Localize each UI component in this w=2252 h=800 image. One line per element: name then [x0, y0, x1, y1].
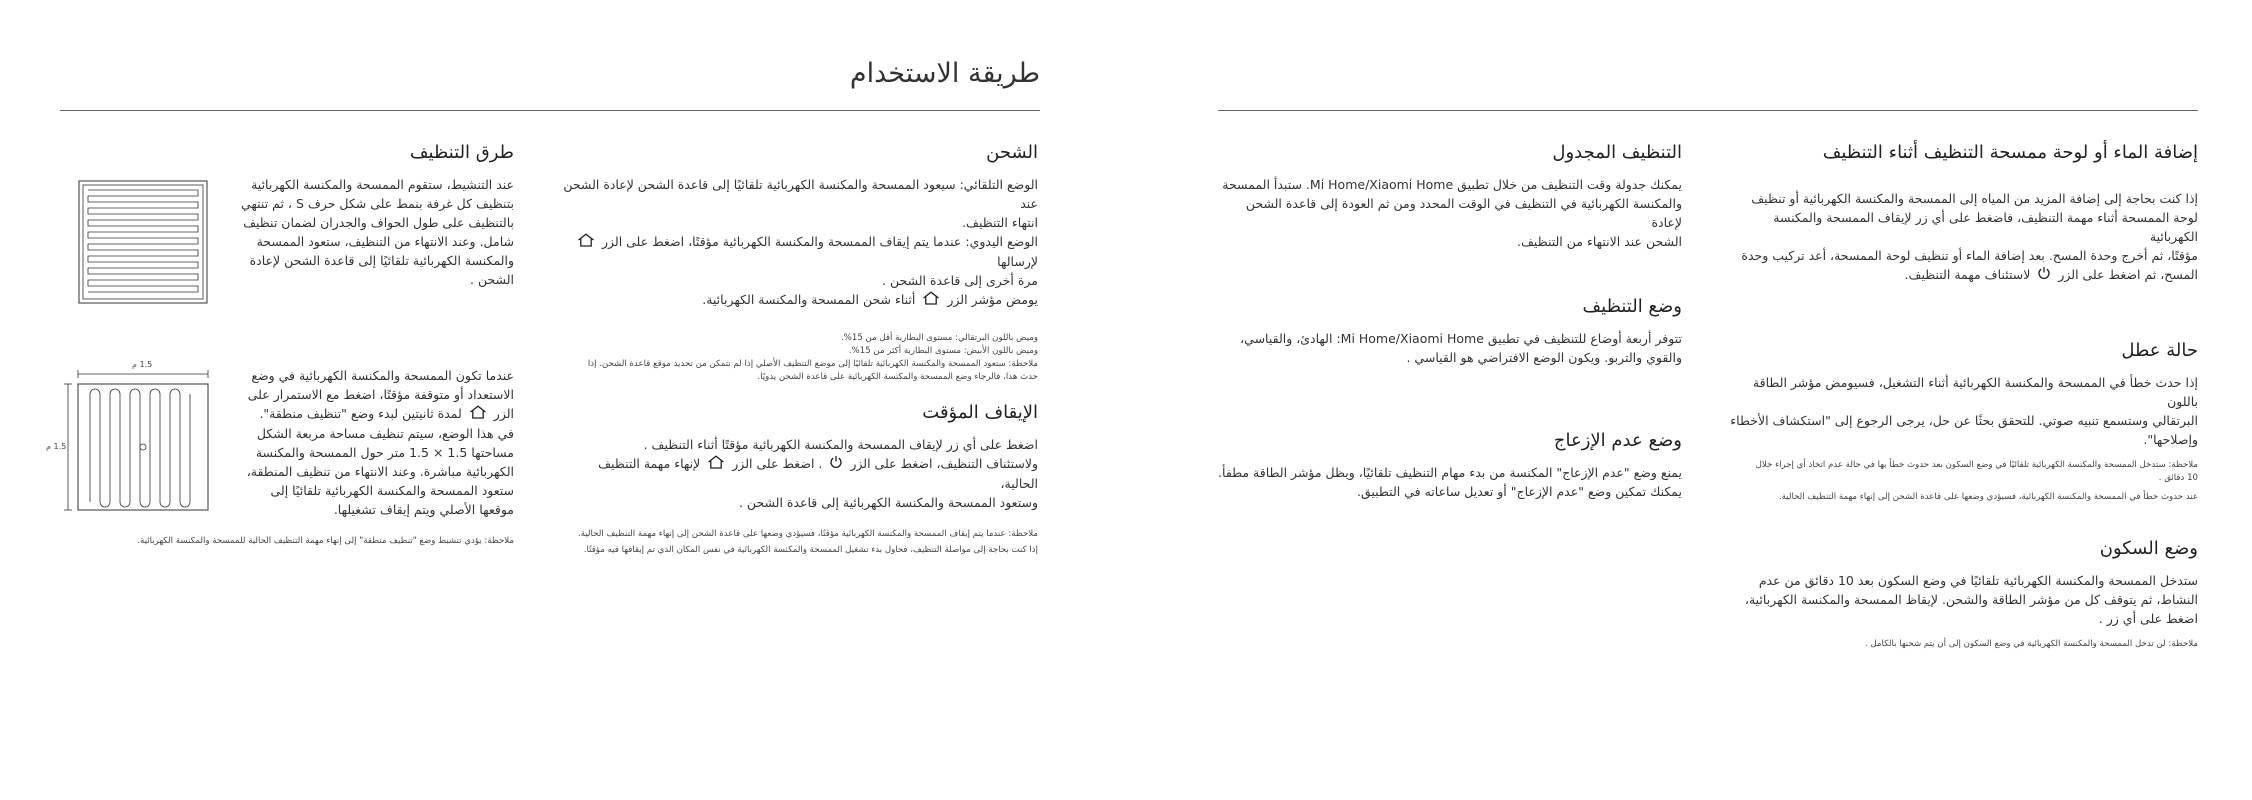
section-scheduled — [1212, 142, 1682, 251]
section-body: يمنع وضع "عدم الإزعاج" المكنسة من بدء مهام التنظيف تلقائيًا، ويظل مؤشر الطاقة مطفأ. يمكنك تمكين وضع "عدم الإزعاج" أو تعديل ساعاته في التطبيق. — [1218, 465, 1682, 499]
section-body: الوضع التلقائي: سيعود الممسحة والمكنسة الكهربائية تلقائيًا إلى قاعدة الشحن لإعادة الشحن عند انتهاء التنظيف. الوضع اليدوي: عندما يتم إيقاف الممسحة والمكنسة الكهربائية مؤقتًا، اضغط على الزر لإرسالها مرة أخرى إلى قاعدة الشحن . يومض مؤشر الزر أثناء شحن الممسحة والمكنسة الكهربائية. — [558, 175, 1038, 310]
section-sleep — [1728, 538, 2198, 651]
sleep-note: ملاحظة: لن تدخل الممسحة والمكنسة الكهربائية في وضع السكون إلى أن يتم شحنها بالكامل . — [1864, 639, 2198, 649]
home-icon — [577, 233, 595, 252]
section-title: التنظيف المجدول — [1552, 142, 1682, 163]
methods-paragraph-1: عند التنشيط، ستقوم الممسحة والمكنسة الكهربائية بتنظيف كل غرفة بنمط على شكل حرف S ، ثم تنتهي بالتنظيف على طول الحواف والجدران لضمان تنظيف شامل. وعند الانتهاء من التنظيف، ستعود الممسحة والمكنسة الكهربائية تلقائيًا إلى قاعدة الشحن لإعادة الشحن . — [240, 177, 514, 287]
section-add-water — [1728, 142, 2198, 285]
section-mode — [1212, 296, 1682, 367]
power-icon — [829, 455, 843, 474]
section-body: اضغط على أي زر لإيقاف الممسحة والمكنسة الكهربائية مؤقتًا أثناء التنظيف . ولاستئناف التنظيف، اضغط على الزر . اضغط على الزر لإنهاء مهمة التنظيف الحالية، وستعود الممسحة والمكنسة الكهربائية إلى قاعدة الشحن . — [598, 437, 1038, 510]
section-title: طرق التنظيف — [409, 142, 514, 163]
home-icon — [922, 291, 940, 310]
section-title: إضافة الماء أو لوحة ممسحة التنظيف أثناء التنظيف — [1822, 142, 2198, 163]
section-title: حالة عطل — [2121, 340, 2198, 361]
methods-note: ملاحظة: يؤدي تنشيط وضع "تنظيف منطقة" إلى إنهاء مهمة التنظيف الحالية للممسحة والمكنسة الكهربائية. — [137, 536, 514, 546]
section-error — [1728, 340, 2198, 504]
error-notes: ملاحظة: ستدخل الممسحة والمكنسة الكهربائية تلقائيًا في وضع السكون بعد حدوث خطأ بها في حالة عدم اتخاذ أي إجراء خلال 10 دقائق . عند حدوث خطأ في الممسحة والمكنسة الكهربائية، فسيؤدي وضعها على قاعدة الشحن إلى إنهاء مهمة التنظيف الحالية. — [1755, 460, 2198, 502]
section-title: الشحن — [986, 142, 1038, 163]
power-icon — [2037, 266, 2051, 285]
charging-notes: وميض باللون البرتقالي: مستوى البطارية أقل من 15%. وميض باللون الأبيض: مستوى البطارية أكثر من 15%. ملاحظة: ستعود الممسحة والمكنسة الكهربائية تلقائيًا إلى موضع التنظيف الأصلي إذا لم تتمكن من تحديد موقع قاعدة الشحن. إذا حدث هذا، فالرجاء وضع الممسحة والمكنسة الكهربائية على قاعدة الشحن يدويًا. — [587, 333, 1038, 382]
home-icon — [469, 405, 487, 424]
dimension-label-height: 1.5 م — [46, 442, 67, 451]
section-methods — [214, 142, 514, 289]
section-methods-spot — [214, 366, 514, 519]
pause-notes: ملاحظة: عندما يتم إيقاف الممسحة والمكنسة الكهربائية مؤقتًا، فسيؤدي وضعها على قاعدة الشحن إلى إنهاء مهمة التنظيف الحالية. إذا كنت بحاجة إلى مواصلة التنظيف، فحاول بدء تشغيل الممسحة والمكنسة الكهربائية في نفس المكان الذي تم إيقافها فيه مؤقتًا. — [577, 529, 1038, 555]
section-title: وضع عدم الإزعاج — [1553, 430, 1682, 451]
s-pattern-diagram — [78, 180, 208, 304]
section-body: إذا كنت بحاجة إلى إضافة المزيد من المياه إلى الممسحة والمكنسة الكهربائية أو تنظيف لوحة الممسحة أثناء مهمة التنظيف، فاضغط على أي زر لإيقاف الممسحة والمكنسة الكهربائية مؤقتًا، ثم أخرج وحدة المسح. بعد إضافة الماء أو تنظيف لوحة الممسحة، أعد تركيب وحدة المسح، ثم اضغط على الزر لاستئناف مهمة التنظيف. — [1728, 189, 2198, 285]
left-divider — [60, 110, 1040, 111]
section-pause — [558, 402, 1038, 558]
section-body: إذا حدث خطأ في الممسحة والمكنسة الكهربائية أثناء التشغيل، فسيومض مؤشر الطاقة باللون البرتقالي وستسمع تنبيه صوتي. للتحقق بحثًا عن حل، يرجى الرجوع إلى "استكشاف الأخطاء وإصلاحها". — [1730, 375, 2198, 447]
section-title: الإيقاف المؤقت — [922, 402, 1038, 423]
section-body: ستدخل الممسحة والمكنسة الكهربائية تلقائيًا في وضع السكون بعد 10 دقائق من عدم النشاط، ثم يتوقف كل من مؤشر الطاقة والشحن. لإيقاظ الممسحة والمكنسة الكهربائية، اضغط على أي زر . — [1744, 573, 2198, 626]
section-body: تتوفر أربعة أوضاع للتنظيف في تطبيق Mi Home/Xiaomi Home: الهادئ، والقياسي، والقوي والتربو. ويكون الوضع الافتراضي هو القياسي . — [1240, 331, 1682, 365]
right-divider — [1218, 110, 2198, 111]
section-charging — [558, 142, 1038, 384]
spot-clean-diagram — [46, 360, 210, 512]
section-title: وضع السكون — [2099, 538, 2198, 559]
section-title: وضع التنظيف — [1582, 296, 1682, 317]
dimension-label-width: 1.5 م — [132, 360, 153, 369]
home-icon — [707, 455, 725, 474]
methods-paragraph-2: عندما تكون الممسحة والمكنسة الكهربائية في وضع الاستعداد أو متوقفة مؤقتًا، اضغط مع الاستمرار على الزر لمدة ثانيتين لبدء وضع "تنظيف منطقة". في هذا الوضع، سيتم تنظيف مساحة مربعة الشكل مساحتها 1.5 × 1.5 متر حول الممسحة والمكنسة الكهربائية مباشرة. وعند الانتهاء من تنظيف المنطقة، ستعود الممسحة والمكنسة الكهربائية تلقائيًا إلى موقعها الأصلي ويتم إيقاف تشغيلها. — [246, 368, 514, 517]
section-dnd — [1212, 430, 1682, 501]
section-body: يمكنك جدولة وقت التنظيف من خلال تطبيق Mi Home/Xiaomi Home. ستبدأ الممسحة والمكنسة الكهربائية في التنظيف في الوقت المحدد ومن ثم العودة إلى قاعدة الشحن لإعادة الشحن عند الانتهاء من التنظيف. — [1222, 177, 1682, 249]
page-title: طريقة الاستخدام — [849, 58, 1040, 89]
